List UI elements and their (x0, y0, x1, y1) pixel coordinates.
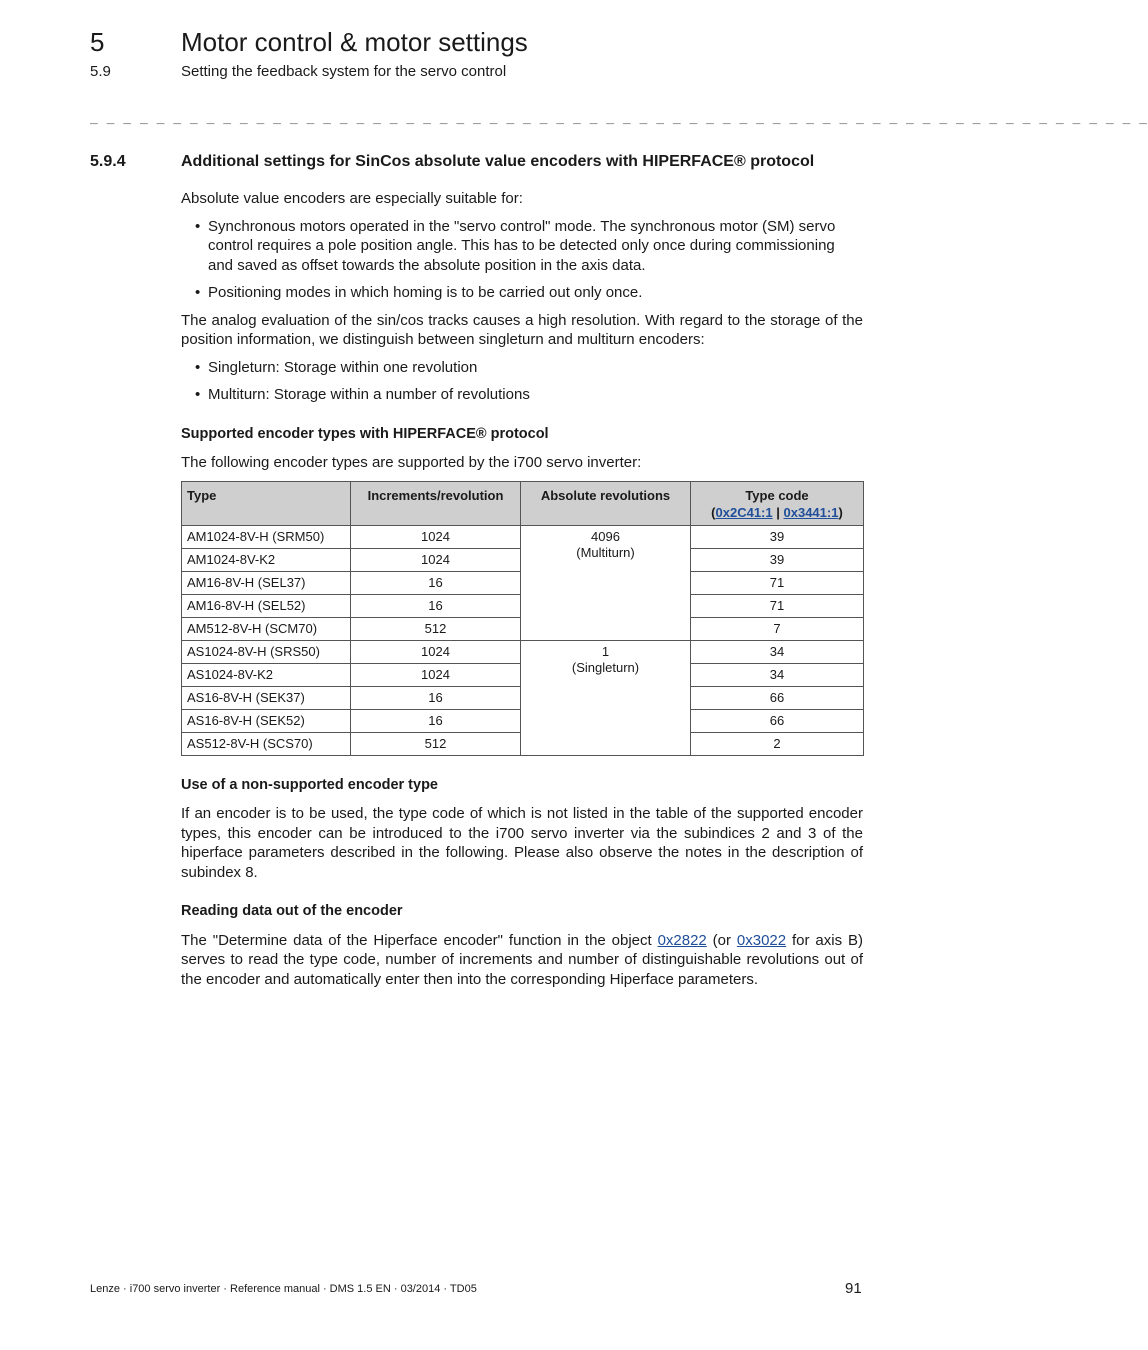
cell-typecode: 71 (691, 594, 864, 617)
cell-typecode: 66 (691, 686, 864, 709)
cell-typecode: 2 (691, 732, 864, 755)
cell-typecode: 71 (691, 571, 864, 594)
subsection-title: Setting the feedback system for the servo control (181, 63, 507, 80)
cell-increments: 1024 (351, 548, 521, 571)
cell-type: AS16-8V-H (SEK52) (182, 709, 351, 732)
col-absolute-header: Absolute revolutions (521, 481, 691, 525)
reading-heading: Reading data out of the encoder (181, 903, 403, 919)
list-item: • Multiturn: Storage within a number of revolutions (195, 386, 530, 403)
col-typecode-header: Type code (0x2C41:1 | 0x3441:1) (691, 481, 864, 525)
col-increments-header: Increments/revolution (351, 481, 521, 525)
cell-singleturn: 1 (Singleturn) (521, 640, 691, 755)
intro-paragraph: Absolute value encoders are especially suitable for: (181, 190, 523, 207)
link-0x3441-1[interactable]: 0x3441:1 (783, 504, 839, 520)
encoder-kind-list (181, 358, 863, 405)
cell-increments: 16 (351, 571, 521, 594)
cell-typecode: 34 (691, 640, 864, 663)
cell-type: AS512-8V-H (SCS70) (182, 732, 351, 755)
main-content (181, 189, 863, 997)
table-row (182, 525, 864, 548)
encoder-types-table (181, 481, 864, 756)
reading-paragraph: The "Determine data of the Hiperface encoder" function in the object 0x2822 (or 0x3022 for axis B) serves to read the type code, number of increments and number of distinguishable revolutions out of the encoder and automatically enter then into the corresponding Hiperface parameters. (181, 931, 863, 988)
link-0x3022[interactable]: 0x3022 (736, 931, 787, 949)
cell-typecode: 39 (691, 525, 864, 548)
cell-increments: 1024 (351, 663, 521, 686)
chapter-number: 5 (90, 27, 105, 57)
nonsupported-paragraph: If an encoder is to be used, the type code of which is not listed in the table of the supported encoder types, this encoder can be introduced to the i700 servo inverter via the subindices 2 and 3 of the hiperface parameters described in the following. Please also observe the notes in the description of subindex 8. (181, 805, 863, 881)
cell-increments: 1024 (351, 525, 521, 548)
cell-typecode: 34 (691, 663, 864, 686)
cell-type: AM1024-8V-H (SRM50) (182, 525, 351, 548)
footer-info: Lenze · i700 servo inverter · Reference manual · DMS 1.5 EN · 03/2014 · TD05 (90, 1283, 477, 1295)
cell-multiturn: 4096 (Multiturn) (521, 525, 691, 640)
header-divider: _ _ _ _ _ _ _ _ _ _ _ _ _ _ _ _ _ _ _ _ _ _ _ _ _ _ _ _ _ _ _ _ _ _ _ _ _ _ _ _ _ _ _ _ _ _ _ _ _ _ _ _ _ _ _ _ _ _ _ _ _ _ _ _ (90, 110, 1148, 125)
col-type-header: Type (182, 481, 351, 525)
cell-typecode: 66 (691, 709, 864, 732)
cell-increments: 16 (351, 686, 521, 709)
resolution-paragraph: The analog evaluation of the sin/cos tracks causes a high resolution. With regard to the storage of the position information, we distinguish between singleturn and multiturn encoders: (181, 311, 863, 348)
cell-increments: 16 (351, 594, 521, 617)
chapter-title: Motor control & motor settings (181, 27, 528, 57)
supported-paragraph: The following encoder types are supported by the i700 servo inverter: (181, 454, 642, 471)
cell-type: AS1024-8V-K2 (182, 663, 351, 686)
page-number: 91 (845, 1280, 862, 1297)
list-item: • Synchronous motors operated in the "servo control" mode. The synchronous motor (SM) servo control requires a pole position angle. This has to be detected only once during commissioning and saved as offset towards the absolute position in the axis data. (195, 217, 836, 274)
cell-type: AS16-8V-H (SEK37) (182, 686, 351, 709)
cell-increments: 16 (351, 709, 521, 732)
suitability-list (181, 217, 863, 303)
subsection-number: 5.9 (90, 63, 111, 80)
cell-increments: 512 (351, 617, 521, 640)
section-number: 5.9.4 (90, 153, 126, 170)
cell-increments: 512 (351, 732, 521, 755)
cell-type: AS1024-8V-H (SRS50) (182, 640, 351, 663)
cell-type: AM16-8V-H (SEL37) (182, 571, 351, 594)
link-0x2822[interactable]: 0x2822 (657, 931, 707, 949)
cell-increments: 1024 (351, 640, 521, 663)
cell-typecode: 39 (691, 548, 864, 571)
section-title: Additional settings for SinCos absolute value encoders with HIPERFACE® protocol (181, 153, 815, 170)
cell-type: AM16-8V-H (SEL52) (182, 594, 351, 617)
nonsupported-heading: Use of a non-supported encoder type (181, 776, 438, 793)
cell-type: AM1024-8V-K2 (182, 548, 351, 571)
table-header-row (182, 481, 864, 525)
list-item: • Positioning modes in which homing is to be carried out only once. (195, 284, 643, 301)
table-row (182, 640, 864, 663)
list-item: • Singleturn: Storage within one revolution (195, 358, 478, 376)
link-0x2C41-1[interactable]: 0x2C41:1 (715, 504, 773, 520)
supported-heading: Supported encoder types with HIPERFACE® protocol (181, 425, 549, 442)
cell-typecode: 7 (691, 617, 864, 640)
cell-type: AM512-8V-H (SCM70) (182, 617, 351, 640)
